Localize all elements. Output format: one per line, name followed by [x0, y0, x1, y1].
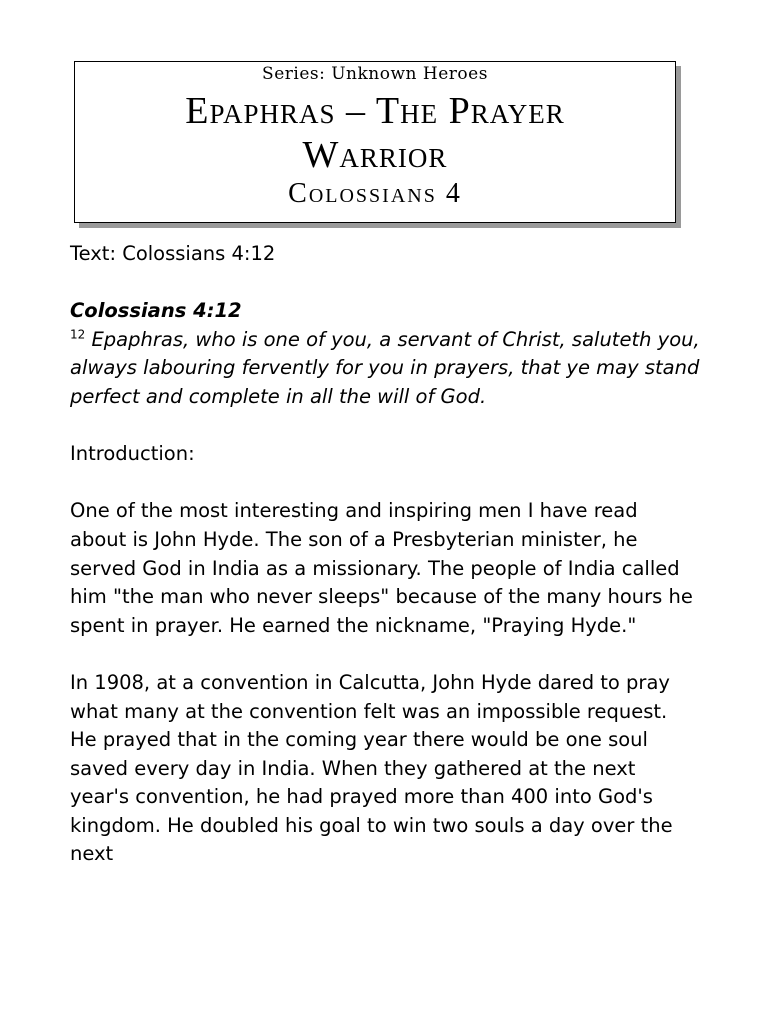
- paragraph-2: In 1908, at a convention in Calcutta, John Hyde dared to pray what many at the convention felt was an impossible request. He prayed that in the coming year there would be one soul saved every day in India. When they gathered at the next year's convention, he had prayed more than 400 into God's kingdom. He doubled his goal to win two souls a day over the next: [70, 670, 673, 866]
- sermon-title: [75, 89, 675, 177]
- verse-reference: Colossians 4:12: [70, 299, 242, 323]
- verse-text: Epaphras, who is one of you, a servant of Christ, saluteth you, always labouring fervently for you in prayers, that ye may stand perfect and complete in all the will of God.: [70, 327, 700, 408]
- document-body: [70, 240, 700, 898]
- text-reference: Text: Colossians 4:12: [70, 242, 276, 265]
- introduction-heading: Introduction:: [70, 442, 195, 466]
- scripture-block: [70, 297, 700, 411]
- paragraph-1: One of the most interesting and inspiring men I have read about is John Hyde. The son of a Presbyterian minister, he served God in India as a missionary. The people of India called him "the man who never sleeps" because of the many hours he spent in prayer. He earned the nickname, "Praying Hyde.": [70, 499, 693, 637]
- title-box: [74, 61, 676, 223]
- sermon-title-line-2: Warrior: [302, 134, 448, 176]
- sermon-subtitle: Colossians 4: [288, 178, 462, 209]
- sermon-title-line-1: Epaphras – The Prayer: [185, 90, 565, 132]
- verse-number: 12: [70, 327, 86, 342]
- series-label: Series: Unknown Heroes: [262, 64, 488, 84]
